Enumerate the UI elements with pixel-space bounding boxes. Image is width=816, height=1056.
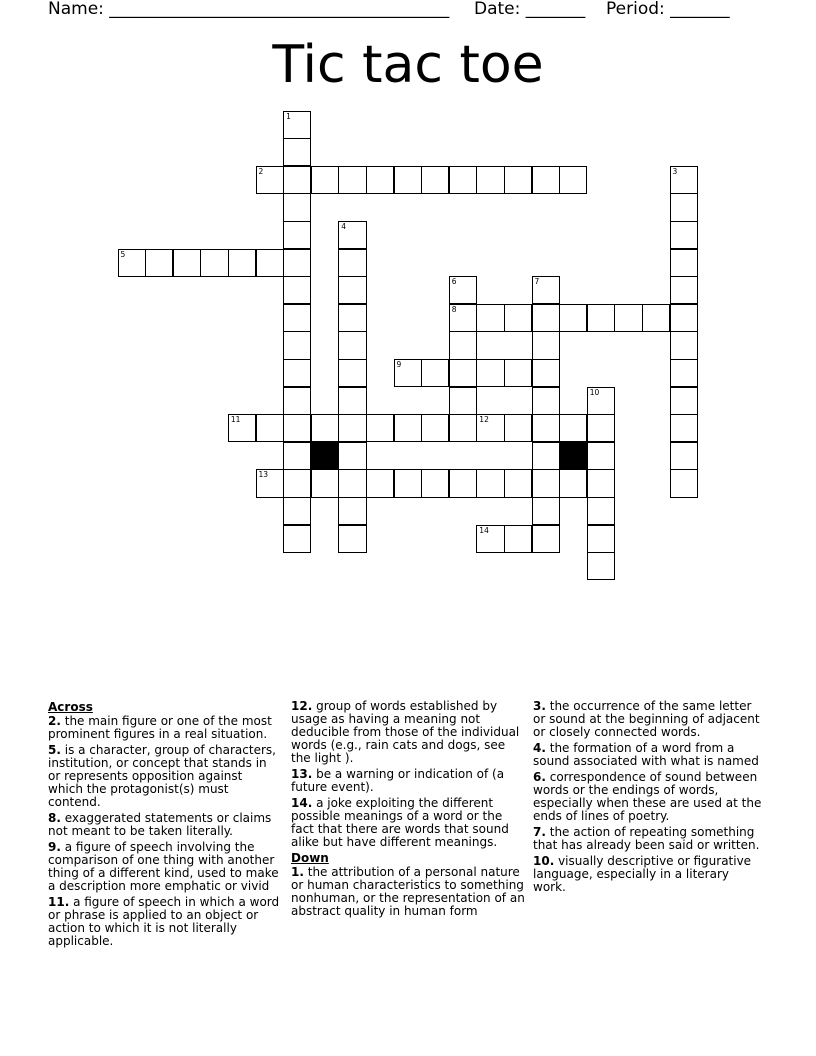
grid-cell[interactable] [256, 249, 284, 277]
grid-cell[interactable] [338, 276, 366, 304]
clue-item-text: the main figure or one of the most prominent figures in a real situation. [48, 714, 272, 741]
grid-cell[interactable] [145, 249, 173, 277]
grid-cell[interactable] [283, 221, 311, 249]
clue-number: 7 [534, 277, 540, 287]
grid-cell[interactable] [394, 469, 422, 497]
grid-cell[interactable] [587, 304, 615, 332]
clue-number: 9 [396, 359, 402, 369]
grid-cell[interactable] [421, 359, 449, 387]
clue-item-text: a figure of speech in which a word or phrase is applied to an object or action to which it is not literally applicable. [48, 895, 280, 948]
grid-cell[interactable] [476, 304, 504, 332]
grid-cell[interactable] [587, 469, 615, 497]
clue-item [48, 744, 280, 809]
grid-cell[interactable] [504, 304, 532, 332]
grid-cell[interactable] [283, 193, 311, 221]
grid-cell[interactable] [532, 442, 560, 470]
grid-cell[interactable] [338, 304, 366, 332]
clue-item [48, 812, 280, 838]
grid-cell[interactable] [642, 304, 670, 332]
grid-cell[interactable] [311, 469, 339, 497]
grid-cell[interactable] [283, 138, 311, 166]
grid-cell[interactable] [532, 331, 560, 359]
clue-item-text: the formation of a word from a sound associated with what is named [533, 741, 759, 768]
grid-cell[interactable] [338, 497, 366, 525]
clue-number: 8 [451, 304, 457, 314]
grid-cell[interactable] [338, 469, 366, 497]
grid-cell[interactable] [532, 525, 560, 553]
grid-cell[interactable] [283, 331, 311, 359]
clue-item-text: exaggerated statements or claims not meant to be taken literally. [48, 811, 272, 838]
grid-cell[interactable] [504, 166, 532, 194]
grid-cell[interactable] [338, 249, 366, 277]
grid-cell[interactable] [449, 359, 477, 387]
clue-item-number: 3. [533, 699, 546, 713]
grid-cell[interactable] [670, 304, 698, 332]
grid-cell[interactable] [311, 414, 339, 442]
grid-cell[interactable] [504, 525, 532, 553]
grid-cell[interactable] [338, 525, 366, 553]
grid-cell[interactable] [504, 359, 532, 387]
clue-number: 13 [258, 470, 269, 480]
across-clue-list-continued [291, 700, 525, 849]
grid-cell[interactable] [283, 304, 311, 332]
grid-cell[interactable] [256, 166, 284, 194]
puzzle-title: Tic tac toe [272, 35, 544, 95]
grid-cell[interactable] [338, 221, 366, 249]
grid-cell[interactable] [587, 552, 615, 580]
grid-cell[interactable] [283, 387, 311, 415]
grid-cell[interactable] [173, 249, 201, 277]
clue-item-number: 4. [533, 741, 546, 755]
grid-cell[interactable] [283, 442, 311, 470]
grid-cell[interactable] [338, 359, 366, 387]
clue-number: 12 [479, 415, 489, 425]
grid-cell[interactable] [449, 304, 477, 332]
grid-cell[interactable] [587, 387, 615, 415]
clue-item-text: the occurrence of the same letter or sound at the beginning of adjacent or closely connected words. [533, 699, 760, 739]
grid-cell[interactable] [311, 166, 339, 194]
clue-item [48, 841, 280, 893]
grid-cell[interactable] [476, 525, 504, 553]
clue-number: 2 [258, 166, 264, 176]
across-heading: Across [48, 700, 93, 714]
grid-cell[interactable] [366, 166, 394, 194]
grid-cell[interactable] [670, 166, 698, 194]
down-clue-list [291, 866, 525, 918]
grid-cell[interactable] [256, 469, 284, 497]
clue-number: 3 [672, 166, 678, 176]
grid-cell[interactable] [421, 166, 449, 194]
grid-cell[interactable] [449, 469, 477, 497]
clue-item-number: 12. [291, 699, 313, 713]
grid-cell[interactable] [670, 442, 698, 470]
clue-item-text: visually descriptive or figurative language, especially in a literary work. [533, 854, 752, 894]
grid-cell[interactable] [449, 166, 477, 194]
grid-cell[interactable] [670, 249, 698, 277]
grid-cell[interactable] [283, 469, 311, 497]
clue-item-number: 6. [533, 770, 546, 784]
black-square [311, 442, 339, 470]
grid-cell[interactable] [670, 469, 698, 497]
grid-cell[interactable] [476, 414, 504, 442]
grid-cell[interactable] [228, 414, 256, 442]
grid-cell[interactable] [476, 469, 504, 497]
grid-cell[interactable] [504, 414, 532, 442]
grid-cell[interactable] [449, 331, 477, 359]
across-clue-list [48, 715, 280, 948]
clue-item-number: 9. [48, 840, 61, 854]
grid-cell[interactable] [449, 387, 477, 415]
grid-cell[interactable] [670, 387, 698, 415]
clue-item-number: 5. [48, 743, 61, 757]
down-heading: Down [291, 851, 329, 865]
grid-cell[interactable] [118, 249, 146, 277]
clue-item [48, 896, 280, 948]
clue-item [533, 700, 765, 739]
clue-item-text: correspondence of sound between words or the endings of words, especially when these are used at the ends of lines of poetry. [533, 770, 762, 823]
clue-item-text: is a character, group of characters, institution, or concept that stands in or represents opposition against which the protagonist(s) must contend. [48, 743, 276, 809]
clue-number: 6 [451, 277, 457, 287]
clue-column-2 [291, 700, 525, 921]
grid-cell[interactable] [532, 276, 560, 304]
grid-cell[interactable] [283, 414, 311, 442]
clue-item-number: 13. [291, 767, 313, 781]
grid-cell[interactable] [504, 469, 532, 497]
clue-item-text: group of words established by usage as having a meaning not deducible from those of the individual words (e.g., rain cats and dogs, see the light ). [291, 699, 520, 765]
grid-cell[interactable] [670, 276, 698, 304]
grid-cell[interactable] [421, 414, 449, 442]
black-square [559, 442, 587, 470]
clue-item [533, 771, 765, 823]
grid-cell[interactable] [228, 249, 256, 277]
clue-item [291, 797, 525, 849]
clue-item-number: 10. [533, 854, 555, 868]
grid-cell[interactable] [587, 442, 615, 470]
name-field-label[interactable]: Name: ________________________________________ [48, 0, 450, 19]
grid-cell[interactable] [366, 414, 394, 442]
clue-item-number: 14. [291, 796, 313, 810]
clue-item [533, 742, 765, 768]
clue-item-text: the attribution of a personal nature or human characteristics to something nonhuman, or the representation of an abstract quality in human form [291, 865, 525, 918]
grid-cell[interactable] [338, 442, 366, 470]
grid-cell[interactable] [394, 359, 422, 387]
grid-cell[interactable] [532, 497, 560, 525]
clue-item-text: a figure of speech involving the comparison of one thing with another thing of a different kind, used to make a description more emphatic or vivid [48, 840, 279, 893]
clue-item-number: 7. [533, 825, 546, 839]
period-field-label[interactable]: Period: _______ [606, 0, 730, 19]
grid-cell[interactable] [283, 497, 311, 525]
grid-cell[interactable] [283, 276, 311, 304]
grid-cell[interactable] [532, 359, 560, 387]
clue-item [533, 855, 765, 894]
grid-cell[interactable] [449, 414, 477, 442]
clue-number: 14 [479, 525, 489, 535]
clue-item-number: 2. [48, 714, 61, 728]
clue-column-1 [48, 700, 280, 951]
clue-item [291, 866, 525, 918]
grid-cell[interactable] [559, 469, 587, 497]
clue-item-text: the action of repeating something that has already been said or written. [533, 825, 760, 852]
grid-cell[interactable] [587, 525, 615, 553]
grid-cell[interactable] [449, 276, 477, 304]
grid-cell[interactable] [559, 414, 587, 442]
clue-number: 4 [341, 221, 347, 231]
grid-cell[interactable] [394, 414, 422, 442]
grid-cell[interactable] [532, 414, 560, 442]
grid-cell[interactable] [670, 359, 698, 387]
clue-number: 1 [286, 111, 291, 121]
clue-item [291, 768, 525, 794]
grid-cell[interactable] [283, 359, 311, 387]
date-field-label[interactable]: Date: _______ [474, 0, 586, 19]
grid-cell[interactable] [532, 469, 560, 497]
grid-cell[interactable] [200, 249, 228, 277]
grid-cell[interactable] [559, 166, 587, 194]
grid-cell[interactable] [476, 166, 504, 194]
grid-cell[interactable] [670, 414, 698, 442]
grid-cell[interactable] [587, 497, 615, 525]
clue-item-number: 1. [291, 865, 304, 879]
down-clue-list-continued [533, 700, 765, 894]
clue-number: 11 [230, 415, 241, 425]
grid-cell[interactable] [338, 166, 366, 194]
clue-item-text: a joke exploiting the different possible meanings of a word or the fact that there are words that sound alike but have different meanings. [291, 796, 509, 849]
grid-cell[interactable] [283, 249, 311, 277]
grid-cell[interactable] [338, 387, 366, 415]
grid-cell[interactable] [532, 166, 560, 194]
clue-item [533, 826, 765, 852]
grid-cell[interactable] [338, 331, 366, 359]
grid-cell[interactable] [366, 469, 394, 497]
grid-cell[interactable] [394, 166, 422, 194]
grid-cell[interactable] [670, 193, 698, 221]
clue-item-number: 11. [48, 895, 70, 909]
grid-cell[interactable] [532, 304, 560, 332]
grid-cell[interactable] [283, 111, 311, 139]
grid-cell[interactable] [559, 304, 587, 332]
grid-cell[interactable] [421, 469, 449, 497]
grid-cell[interactable] [283, 525, 311, 553]
clue-number: 10 [589, 387, 600, 397]
clue-number: 5 [120, 249, 126, 259]
clue-item-text: be a warning or indication of (a future event). [291, 767, 505, 794]
grid-cell[interactable] [670, 221, 698, 249]
grid-cell[interactable] [587, 414, 615, 442]
grid-cell[interactable] [670, 331, 698, 359]
grid-cell[interactable] [476, 359, 504, 387]
grid-cell[interactable] [283, 166, 311, 194]
grid-cell[interactable] [338, 414, 366, 442]
grid-cell[interactable] [614, 304, 642, 332]
grid-cell[interactable] [256, 414, 284, 442]
grid-cell[interactable] [532, 387, 560, 415]
clue-item-number: 8. [48, 811, 61, 825]
clue-column-3 [533, 700, 765, 897]
clue-item [291, 700, 525, 765]
clue-item [48, 715, 280, 741]
